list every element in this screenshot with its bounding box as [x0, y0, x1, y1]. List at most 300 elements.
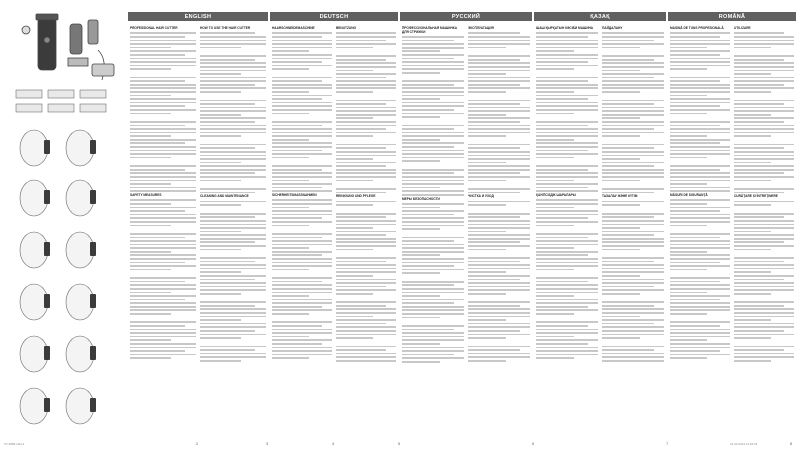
text-line	[130, 203, 171, 205]
text-line	[200, 296, 266, 299]
text-line	[670, 354, 730, 356]
text-line	[536, 221, 598, 223]
text-line	[602, 62, 664, 64]
text-line	[200, 312, 266, 314]
text-line	[336, 144, 396, 146]
text-line	[536, 225, 574, 227]
text-line	[468, 100, 530, 102]
text-line	[734, 66, 794, 68]
text-line	[130, 254, 196, 256]
text-line	[130, 329, 196, 331]
text-line	[336, 172, 396, 174]
text-line	[130, 105, 185, 107]
text-line	[734, 103, 784, 105]
text-line	[336, 32, 396, 34]
text-line	[130, 207, 196, 209]
text-line	[272, 354, 332, 356]
text-line	[468, 188, 530, 190]
text-line	[536, 139, 574, 141]
text-line	[130, 113, 171, 115]
text-line	[468, 80, 530, 82]
text-line	[602, 261, 654, 263]
text-line	[130, 65, 196, 67]
text-line	[130, 240, 196, 242]
text-line	[130, 84, 196, 86]
filler-lines	[734, 201, 794, 362]
text-line	[468, 238, 530, 240]
text-line	[734, 162, 771, 164]
text-line	[734, 165, 794, 167]
text-line	[536, 210, 598, 212]
text-line	[468, 43, 530, 45]
text-line	[336, 220, 396, 222]
text-line	[336, 249, 373, 251]
text-line	[536, 251, 598, 253]
text-line	[670, 87, 730, 89]
text-line	[130, 116, 196, 119]
text-line	[272, 295, 309, 297]
text-line	[336, 349, 386, 351]
text-line	[402, 258, 464, 260]
text-line	[602, 50, 664, 53]
text-line	[602, 289, 664, 291]
text-line	[468, 264, 530, 266]
illustration-figures	[8, 10, 124, 442]
text-line	[670, 221, 730, 223]
text-line	[468, 144, 530, 146]
text-line	[734, 62, 794, 64]
text-line	[468, 301, 530, 303]
text-line	[200, 32, 255, 34]
text-line	[602, 201, 664, 203]
text-line	[602, 346, 664, 348]
text-line	[734, 257, 794, 259]
section-heading: MĂSURI DE SIGURANȚĂ	[670, 192, 708, 197]
text-line	[468, 192, 520, 194]
text-line	[402, 343, 440, 345]
text-line	[670, 262, 720, 264]
text-line	[670, 165, 730, 167]
text-line	[130, 347, 196, 349]
text-line	[468, 169, 530, 171]
text-line	[402, 102, 464, 104]
text-line	[402, 276, 464, 279]
text-line	[402, 357, 464, 359]
text-line	[130, 225, 171, 227]
text-line	[402, 80, 464, 82]
text-line	[602, 91, 640, 93]
text-line	[130, 299, 185, 301]
text-line	[602, 70, 640, 72]
section-heading: ПРОФЕССИОНАЛЬНАЯ МАШИНКА ДЛЯ СТРИЖКИ	[402, 26, 458, 34]
text-line	[336, 286, 386, 288]
text-line	[200, 349, 255, 351]
text-line	[272, 217, 322, 219]
text-line	[670, 116, 730, 119]
text-line	[130, 139, 196, 141]
text-line	[272, 132, 332, 134]
text-line	[200, 180, 241, 182]
text-line	[336, 73, 396, 75]
text-line	[200, 341, 266, 344]
text-line	[468, 286, 530, 288]
text-line	[468, 135, 506, 137]
text-line	[734, 121, 784, 123]
text-line	[200, 80, 266, 82]
text-line	[468, 224, 530, 226]
text-line	[602, 208, 664, 211]
text-line	[602, 326, 664, 328]
text-line	[734, 87, 794, 89]
text-line	[602, 80, 664, 82]
clipper-illustration	[22, 14, 114, 80]
text-line	[734, 208, 794, 211]
text-line	[336, 139, 396, 142]
text-line	[200, 330, 255, 332]
text-line	[670, 292, 707, 294]
text-line	[734, 296, 794, 299]
text-line	[670, 172, 730, 174]
text-line	[536, 91, 574, 93]
text-line	[272, 225, 309, 227]
text-line	[402, 299, 464, 301]
text-line	[130, 183, 171, 185]
text-line	[602, 180, 640, 182]
text-line	[670, 150, 730, 152]
text-line	[402, 157, 464, 159]
text-line	[336, 360, 396, 362]
text-line	[602, 330, 664, 332]
text-line	[336, 91, 373, 93]
text-line	[468, 356, 530, 358]
text-line	[670, 84, 730, 86]
text-line	[336, 234, 386, 236]
text-line	[536, 54, 598, 56]
text-line	[602, 147, 654, 149]
text-line	[130, 325, 185, 327]
text-line	[130, 228, 196, 231]
text-line	[336, 110, 396, 112]
page-number: 5	[398, 441, 401, 446]
text-line	[734, 201, 794, 203]
text-line	[200, 264, 266, 266]
text-line	[468, 349, 520, 351]
text-line	[468, 77, 530, 79]
text-line	[130, 199, 196, 201]
text-column-english-1	[130, 25, 196, 435]
text-line	[602, 55, 664, 57]
text-column-romana-2	[734, 25, 794, 435]
text-line	[130, 172, 196, 174]
text-line	[734, 293, 771, 295]
text-line	[130, 36, 185, 38]
text-line	[336, 66, 396, 68]
text-line	[670, 190, 730, 192]
text-line	[336, 353, 396, 355]
text-line	[734, 36, 794, 38]
text-line	[670, 153, 730, 155]
text-line	[536, 214, 598, 216]
text-line	[402, 113, 464, 115]
text-line	[130, 98, 196, 100]
text-line	[130, 146, 196, 148]
text-line	[200, 271, 241, 273]
filler-lines	[536, 32, 598, 191]
text-line	[402, 91, 464, 93]
text-line	[602, 249, 640, 251]
section-heading: REINIGUNG UND PFLEGE	[336, 194, 376, 199]
text-line	[536, 58, 598, 60]
text-line	[468, 360, 506, 362]
text-line	[272, 254, 322, 256]
section-band-romana	[668, 12, 796, 21]
text-line	[272, 84, 332, 86]
text-line	[402, 339, 464, 341]
text-line	[402, 210, 464, 212]
text-line	[336, 80, 396, 82]
text-line	[602, 155, 664, 157]
text-line	[536, 47, 598, 49]
text-line	[670, 288, 730, 290]
text-line	[402, 95, 464, 97]
text-line	[670, 357, 707, 359]
text-line	[670, 343, 730, 345]
text-line	[336, 330, 396, 332]
text-line	[536, 262, 598, 264]
text-line	[734, 192, 784, 194]
text-line	[670, 329, 730, 331]
comb-attachments	[16, 90, 106, 112]
text-line	[734, 268, 794, 270]
text-line	[200, 77, 266, 79]
text-line	[200, 252, 266, 255]
text-line	[130, 187, 196, 189]
text-line	[402, 105, 464, 107]
text-line	[402, 194, 464, 196]
text-line	[734, 330, 784, 332]
text-line	[272, 302, 332, 304]
text-line	[468, 326, 530, 328]
text-line	[200, 139, 266, 142]
text-line	[130, 336, 196, 338]
text-line	[272, 68, 309, 70]
text-line	[402, 272, 440, 274]
text-line	[200, 220, 266, 222]
text-line	[200, 66, 266, 68]
text-line	[200, 204, 241, 206]
text-line	[670, 339, 707, 341]
text-line	[602, 245, 664, 247]
text-line	[468, 316, 530, 318]
text-line	[200, 84, 255, 86]
text-line	[402, 87, 464, 89]
text-line	[272, 321, 332, 323]
section-heading: SICHERHEITSMASSNAHMEN	[272, 192, 317, 197]
text-line	[734, 50, 794, 53]
text-line	[130, 317, 196, 320]
text-line	[536, 190, 598, 192]
text-line	[468, 268, 530, 270]
text-line	[130, 61, 196, 63]
text-line	[536, 258, 598, 260]
text-line	[336, 43, 396, 45]
text-line	[734, 286, 794, 288]
text-line	[200, 43, 266, 45]
text-line	[200, 70, 266, 72]
text-line	[402, 169, 464, 171]
text-line	[468, 293, 506, 295]
text-line	[468, 66, 530, 68]
text-line	[272, 150, 322, 152]
text-line	[402, 228, 440, 230]
text-line	[402, 54, 464, 56]
text-line	[200, 227, 266, 229]
filler-lines	[402, 36, 464, 195]
text-line	[536, 169, 588, 171]
text-line	[402, 47, 464, 49]
text-line	[336, 216, 386, 218]
text-line	[130, 91, 196, 93]
page-number: 6	[532, 441, 535, 446]
text-line	[734, 308, 794, 310]
filler-lines	[670, 32, 730, 191]
page-number: 7	[666, 441, 669, 446]
text-line	[670, 128, 730, 130]
text-line	[336, 147, 386, 149]
text-line	[272, 135, 332, 137]
text-line	[272, 180, 309, 182]
text-line	[468, 84, 520, 86]
text-line	[130, 354, 196, 356]
text-line	[468, 208, 530, 211]
text-line	[734, 169, 794, 171]
text-line	[536, 306, 588, 308]
text-line	[336, 114, 396, 116]
text-line	[200, 346, 266, 348]
text-line	[536, 98, 588, 100]
text-line	[336, 169, 396, 171]
text-line	[200, 147, 255, 149]
text-line	[272, 58, 332, 60]
text-line	[272, 269, 309, 271]
text-line	[602, 132, 664, 134]
text-line	[402, 135, 464, 137]
text-line	[468, 334, 530, 336]
text-line	[130, 109, 196, 111]
text-line	[734, 47, 771, 49]
text-line	[272, 357, 309, 359]
text-line	[536, 80, 588, 82]
text-line	[402, 183, 464, 185]
text-line	[536, 317, 598, 320]
text-line	[734, 341, 794, 344]
text-line	[670, 160, 730, 163]
text-line	[272, 262, 332, 264]
text-line	[336, 87, 396, 89]
text-line	[670, 77, 730, 79]
text-column-english-2	[200, 25, 266, 435]
text-line	[468, 341, 530, 344]
filler-lines	[734, 32, 794, 193]
text-line	[402, 116, 440, 118]
text-line	[200, 231, 241, 233]
text-line	[734, 279, 784, 281]
text-line	[670, 183, 707, 185]
text-line	[536, 228, 598, 231]
text-line	[670, 32, 730, 34]
text-line	[336, 84, 396, 86]
text-line	[468, 183, 530, 186]
text-line	[200, 117, 266, 119]
text-line	[468, 319, 506, 321]
text-line	[734, 73, 771, 75]
text-line	[272, 72, 332, 75]
text-line	[468, 308, 530, 310]
text-line	[336, 70, 373, 72]
section-heading: PROFESSIONAL HAIR CUTTER	[130, 26, 178, 30]
text-line	[734, 220, 794, 222]
text-line	[272, 43, 332, 45]
text-line	[602, 316, 640, 318]
text-line	[402, 146, 454, 148]
text-line	[734, 238, 794, 240]
product-illustrations	[8, 10, 124, 442]
text-line	[402, 207, 440, 209]
text-line	[272, 272, 332, 275]
text-line	[272, 240, 332, 242]
text-line	[272, 332, 332, 334]
text-line	[536, 265, 598, 267]
text-line	[536, 309, 598, 311]
text-line	[130, 77, 196, 79]
filler-lines	[200, 201, 266, 362]
text-line	[272, 265, 332, 267]
text-line	[200, 121, 255, 123]
text-line	[130, 165, 196, 167]
text-line	[336, 279, 396, 281]
filler-lines	[272, 32, 332, 191]
text-line	[536, 157, 574, 159]
text-line	[130, 169, 185, 171]
text-line	[336, 40, 386, 42]
text-line	[272, 91, 309, 93]
text-line	[734, 32, 784, 34]
text-line	[130, 251, 171, 253]
section-title: ҚАЗАҚ	[590, 13, 610, 20]
text-line	[336, 100, 396, 102]
text-line	[734, 107, 794, 109]
section-heading: ШАШ ҚЫРҚАТЫН КӘСІБИ МАШИНА	[536, 26, 594, 30]
text-line	[272, 281, 322, 283]
text-line	[734, 312, 794, 314]
text-line	[336, 301, 396, 303]
text-line	[468, 172, 520, 174]
text-line	[130, 54, 185, 56]
text-line	[468, 91, 506, 93]
text-line	[200, 132, 266, 134]
text-line	[336, 55, 396, 57]
text-line	[200, 257, 266, 259]
text-line	[402, 313, 464, 315]
text-line	[272, 116, 332, 119]
text-line	[402, 288, 464, 290]
text-line	[130, 58, 196, 60]
text-line	[402, 180, 464, 182]
text-line	[468, 47, 506, 49]
text-line	[602, 110, 664, 112]
text-line	[130, 68, 171, 70]
section-title: РУССКИЙ	[451, 13, 481, 20]
